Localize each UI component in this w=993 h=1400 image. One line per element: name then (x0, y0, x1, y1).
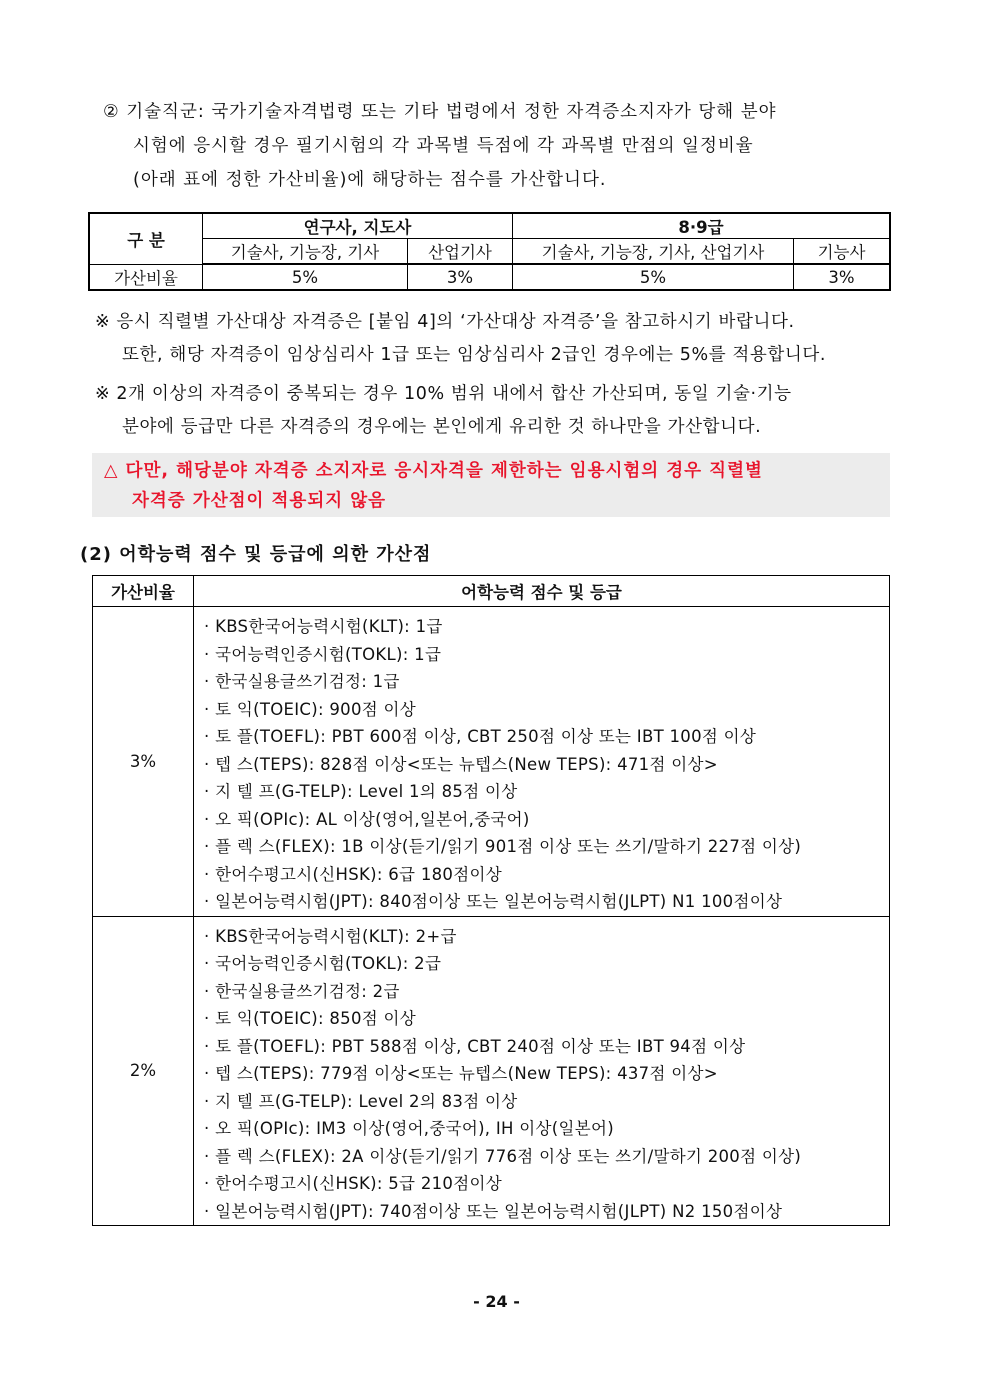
table-row (93, 916, 890, 1226)
note-1-line-1: ※ 응시 직렬별 가산대상 자격증은 [붙임 4]의 ‘가산대상 자격증’을 참고하시기 바랍니다. (95, 312, 795, 332)
page-number: - 24 - (473, 1292, 520, 1311)
list-item: · KBS한국어능력시험(KLT): 1급 (204, 617, 443, 636)
category-header: 구 분 (89, 213, 203, 264)
criteria-list (194, 917, 889, 1226)
criteria-cell (194, 916, 890, 1226)
list-item: · 한국실용글쓰기검정: 1급 (204, 672, 400, 691)
list-item: · 국어능력인증시험(TOKL): 2급 (204, 954, 442, 973)
note-2-line-1: ※ 2개 이상의 자격증이 중복되는 경우 10% 범위 내에서 합산 가산되며, 동일 기술·기능 (95, 384, 792, 404)
group1-header: 연구사, 지도사 (203, 213, 513, 239)
note-1 (95, 306, 826, 372)
language-bonus-table (92, 575, 890, 1226)
list-item: · 텝 스(TEPS): 779점 이상<또는 뉴텝스(New TEPS): 437점 이상> (204, 1064, 718, 1083)
intro-line-1: ② 기술직군: 국가기술자격법령 또는 기타 법령에서 정한 자격증소지자가 당해 분야 (103, 102, 777, 122)
table-row (93, 607, 890, 917)
note-1-line-2: 또한, 해당 자격증이 임상심리사 1급 또는 임상심리사 2급인 경우에는 5%를 적용합니다. (122, 345, 827, 365)
list-item: · 한국실용글쓰기검정: 2급 (204, 981, 400, 1001)
list-item: · 토 익(TOEIC): 900점 이상 (204, 699, 417, 719)
rate-cell: 3% (93, 607, 194, 917)
rate-cell: 2% (93, 916, 194, 1226)
list-item: · 국어능력인증시험(TOKL): 1급 (204, 644, 442, 664)
intro-line-2: 시험에 응시할 경우 필기시험의 각 과목별 득점에 각 과목별 만점의 일정비율 (133, 136, 754, 156)
list-item: · 일본어능력시험(JPT): 840점이상 또는 일본어능력시험(JLPT) N1 100점이상 (204, 892, 783, 911)
list-item: · 한어수평고시(신HSK): 5급 210점이상 (204, 1174, 502, 1193)
row-label: 가산비율 (89, 264, 203, 290)
list-item: · 지 텔 프(G-TELP): Level 1의 85점 이상 (204, 782, 518, 801)
description-column-header: 어학능력 점수 및 등급 (194, 576, 890, 607)
value-cell-2: 3% (408, 264, 513, 290)
section-title: (2) 어학능력 점수 및 등급에 의한 가산점 (80, 544, 432, 565)
rate-column-header: 가산비율 (93, 576, 194, 607)
criteria-cell (194, 607, 890, 917)
value-cell-1: 5% (203, 264, 408, 290)
list-item: · 오 픽(OPIc): IM3 이상(영어,중국어), IH 이상(일본어) (204, 1119, 614, 1138)
warning-box (92, 453, 890, 517)
list-item: · 지 텔 프(G-TELP): Level 2의 83점 이상 (204, 1091, 518, 1111)
list-item: · 토 익(TOEIC): 850점 이상 (204, 1009, 417, 1028)
subheader-2: 산업기사 (408, 239, 513, 265)
list-item: · 오 픽(OPIc): AL 이상(영어,일본어,중국어) (204, 809, 530, 829)
list-item: · 플 렉 스(FLEX): 2A 이상(듣기/읽기 776점 이상 또는 쓰기/말하기 200점 이상) (204, 1146, 802, 1166)
subheader-4: 기능사 (794, 239, 891, 265)
list-item: · 텝 스(TEPS): 828점 이상<또는 뉴텝스(New TEPS): 471점 이상> (204, 754, 718, 774)
note-2-line-2: 분야에 등급만 다른 자격증의 경우에는 본인에게 유리한 것 하나만을 가산합니다. (122, 417, 762, 437)
list-item: · 일본어능력시험(JPT): 740점이상 또는 일본어능력시험(JLPT) N2 150점이상 (204, 1201, 783, 1221)
subheader-1: 기술사, 기능장, 기사 (203, 239, 408, 265)
value-cell-4: 3% (794, 264, 891, 290)
list-item: · 플 렉 스(FLEX): 1B 이상(듣기/읽기 901점 이상 또는 쓰기/말하기 227점 이상) (204, 837, 802, 856)
warning-line-1: △ 다만, 해당분야 자격증 소지자로 응시자격을 제한하는 임용시험의 경우 직렬별 (104, 461, 763, 481)
criteria-list (194, 607, 889, 916)
certificate-bonus-table (88, 212, 891, 291)
warning-line-2: 자격증 가산점이 적용되지 않음 (132, 491, 387, 511)
list-item: · 토 플(TOEFL): PBT 588점 이상, CBT 240점 이상 또는 IBT 94점 이상 (204, 1036, 746, 1056)
intro-line-3: (아래 표에 정한 가산비율)에 해당하는 점수를 가산합니다. (133, 170, 607, 190)
list-item: · 토 플(TOEFL): PBT 600점 이상, CBT 250점 이상 또는 IBT 100점 이상 (204, 727, 757, 746)
list-item: · 한어수평고시(신HSK): 6급 180점이상 (204, 864, 502, 884)
intro-paragraph (103, 95, 903, 197)
value-cell-3: 5% (513, 264, 794, 290)
subheader-3: 기술사, 기능장, 기사, 산업기사 (513, 239, 794, 265)
list-item: · KBS한국어능력시험(KLT): 2+급 (204, 926, 457, 946)
group2-header: 8·9급 (513, 213, 891, 239)
note-2 (95, 378, 792, 444)
